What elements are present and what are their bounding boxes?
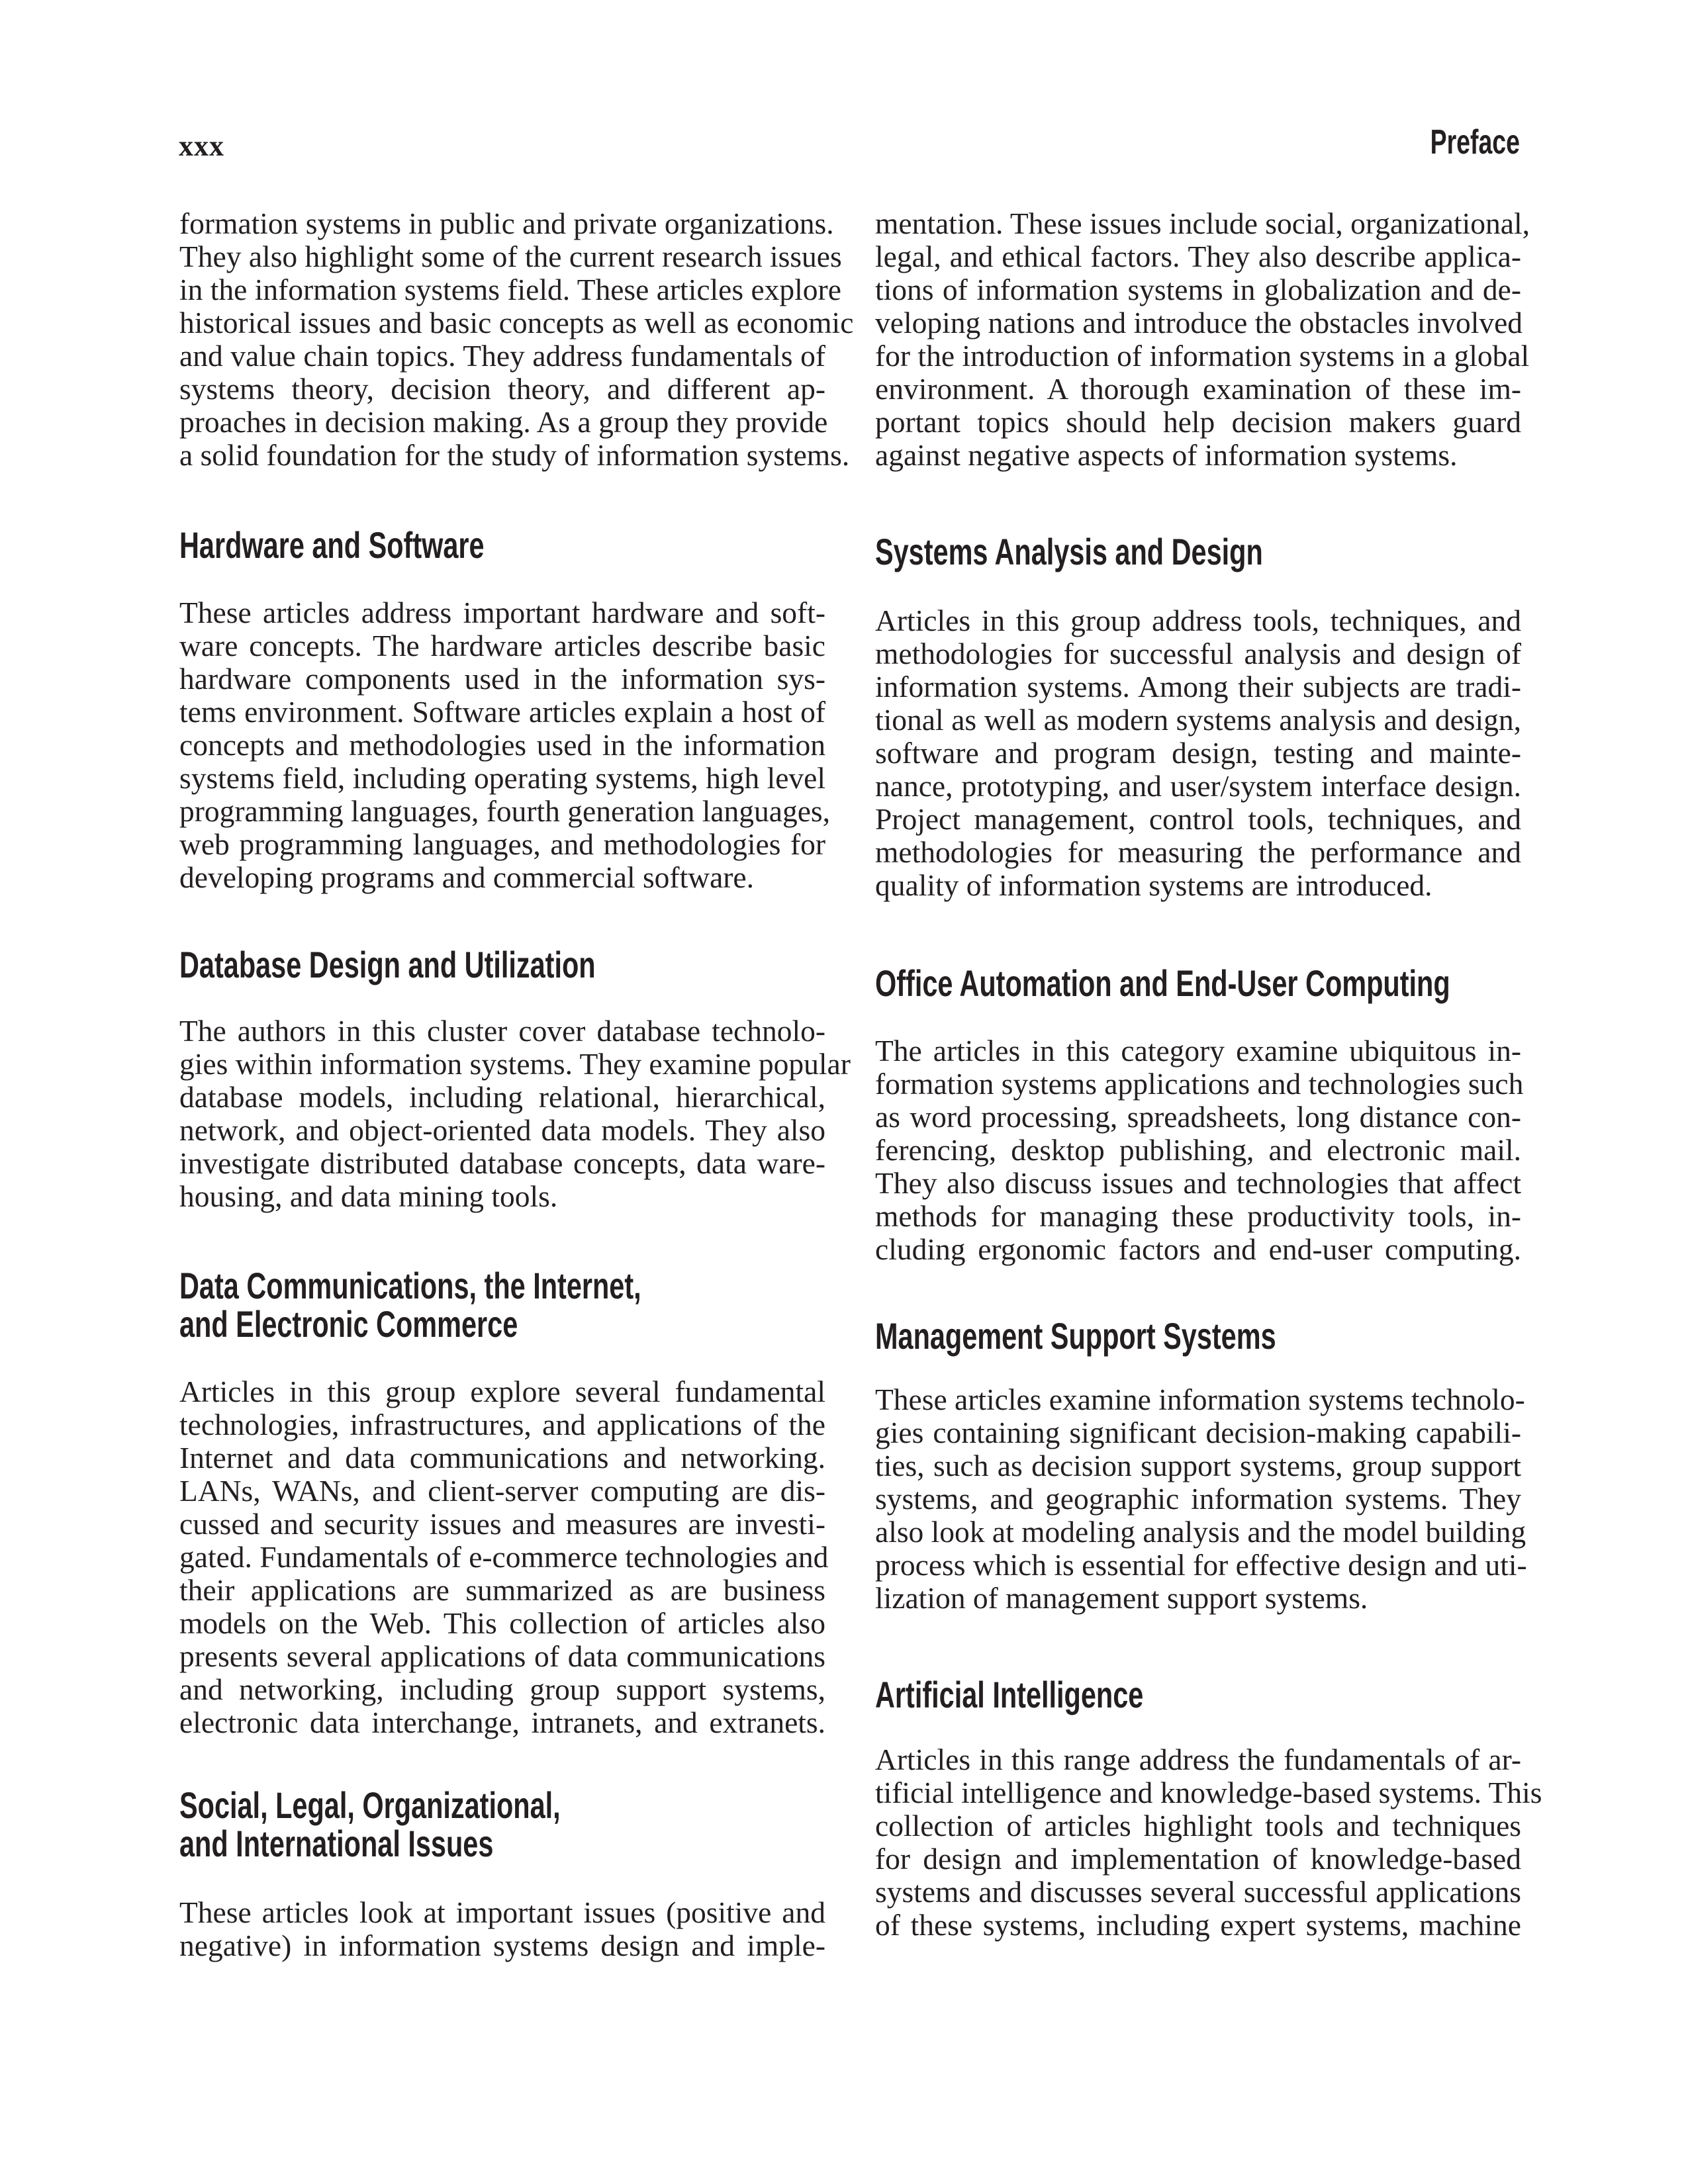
paragraph — [179, 596, 831, 894]
text-line: tional as well as modern systems analysis and design, — [875, 703, 1521, 737]
text-line: Articles in this group explore several fundamental — [179, 1375, 825, 1408]
section-heading — [875, 1676, 1522, 1714]
text-line: legal, and ethical factors. They also describe applica- — [875, 240, 1521, 273]
section-body-hardware-software — [179, 596, 831, 894]
section-body-database-design — [179, 1014, 851, 1213]
heading-line: and International Issues — [179, 1823, 494, 1864]
text-line: Articles in this group address tools, techniques, and — [875, 604, 1521, 637]
text-line: web programming languages, and methodologies for — [179, 827, 825, 861]
text-line: LANs, WANs, and client-server computing are dis- — [179, 1474, 825, 1508]
text-line: Articles in this range address the fundamentals of ar- — [875, 1743, 1521, 1776]
text-line: formation systems in public and private organizations. — [179, 206, 834, 240]
section-heading-data-communications — [179, 1267, 825, 1343]
text-line: presents several applications of data communications — [179, 1639, 825, 1673]
text-line: systems field, including operating systems, high level — [179, 761, 825, 795]
text-line: hardware components used in the information sys- — [179, 662, 825, 696]
page-number: xxx — [179, 130, 224, 162]
text-line: They also highlight some of the current research issues — [179, 240, 842, 273]
text-line: tificial intelligence and knowledge-based systems. This — [875, 1776, 1542, 1809]
section-heading — [179, 1786, 826, 1863]
text-line: nance, prototyping, and user/system interface design. — [875, 769, 1521, 803]
section-body-systems-analysis — [875, 604, 1521, 902]
text-line: against negative aspects of information systems. — [875, 438, 1458, 472]
text-line: They also discuss issues and technologies that affect — [875, 1166, 1521, 1200]
text-line: models on the Web. This collection of articles also — [179, 1606, 825, 1640]
heading-line: and Electronic Commerce — [179, 1303, 518, 1345]
text-line: systems and discusses several successful applications — [875, 1875, 1521, 1909]
text-line: portant topics should help decision makers guard — [875, 405, 1521, 439]
text-line: software and program design, testing and mainte- — [875, 736, 1521, 770]
text-line: ware concepts. The hardware articles describe basic — [179, 629, 825, 662]
text-line: cussed and security issues and measures are investi- — [179, 1507, 825, 1541]
paragraph — [875, 1383, 1527, 1615]
text-line: Project management, control tools, techniques, and — [875, 802, 1521, 836]
text-line: The articles in this category examine ubiquitous in- — [875, 1034, 1521, 1068]
paragraph — [179, 1014, 851, 1213]
text-line: database models, including relational, hierarchical, — [179, 1080, 825, 1114]
text-line: These articles address important hardware and soft- — [179, 596, 825, 629]
text-line: as word processing, spreadsheets, long distance con- — [875, 1100, 1521, 1134]
text-line: developing programs and commercial software. — [179, 860, 754, 894]
section-heading — [179, 1267, 826, 1343]
text-line: their applications are summarized as are business — [179, 1573, 825, 1607]
text-line: tems environment. Software articles explain a host of — [179, 695, 825, 729]
text-line: These articles look at important issues (positive and — [179, 1895, 825, 1929]
text-line: lization of management support systems. — [875, 1581, 1368, 1615]
section-heading-systems-analysis — [875, 533, 1521, 571]
text-line: for the introduction of information systems in a global — [875, 339, 1530, 373]
text-line: a solid foundation for the study of information systems. — [179, 438, 850, 472]
section-heading-artificial-intelligence — [875, 1676, 1521, 1714]
text-line: collection of articles highlight tools and techniques — [875, 1809, 1521, 1843]
section-heading-office-automation — [875, 964, 1521, 1003]
text-line: network, and object-oriented data models. They also — [179, 1113, 825, 1147]
heading-line: Data Communications, the Internet, — [179, 1265, 641, 1306]
text-line: methodologies for successful analysis and design of — [875, 637, 1521, 670]
heading-line: Hardware and Software — [179, 524, 485, 566]
section-heading — [875, 1317, 1522, 1355]
text-line: gated. Fundamentals of e-commerce technologies and — [179, 1540, 829, 1574]
text-line: programming languages, fourth generation languages, — [179, 794, 831, 828]
text-line: housing, and data mining tools. — [179, 1179, 558, 1213]
left-intro-paragraph — [179, 206, 854, 472]
heading-line: Social, Legal, Organizational, — [179, 1784, 561, 1826]
paragraph — [875, 604, 1521, 902]
right-intro-paragraph — [875, 206, 1530, 472]
section-heading — [179, 946, 826, 984]
heading-line: Management Support Systems — [875, 1315, 1276, 1357]
text-line: concepts and methodologies used in the information — [179, 728, 825, 762]
text-line: ferencing, desktop publishing, and electronic mail. — [875, 1133, 1521, 1167]
paragraph — [875, 206, 1530, 472]
text-line: veloping nations and introduce the obstacles involved — [875, 306, 1523, 340]
text-line: electronic data interchange, intranets, and extranets. — [179, 1706, 825, 1739]
text-line: systems, and geographic information systems. They — [875, 1482, 1521, 1516]
section-body-management-support — [875, 1383, 1527, 1615]
text-line: tions of information systems in globalization and de- — [875, 273, 1521, 306]
text-line: environment. A thorough examination of these im- — [875, 372, 1521, 406]
running-head-section-title: Preface — [1430, 123, 1520, 161]
text-line: technologies, infrastructures, and applications of the — [179, 1408, 825, 1441]
paragraph — [179, 206, 854, 472]
text-line: cluding ergonomic factors and end-user computing. — [875, 1232, 1521, 1266]
paragraph — [875, 1034, 1524, 1266]
text-line: The authors in this cluster cover database technolo- — [179, 1014, 825, 1048]
paragraph — [179, 1375, 829, 1739]
section-heading-management-support — [875, 1317, 1521, 1355]
text-line: methods for managing these productivity tools, in- — [875, 1199, 1521, 1233]
section-heading-hardware-software — [179, 526, 825, 565]
text-line: for design and implementation of knowledge-based — [875, 1842, 1521, 1876]
text-line: Internet and data communications and networking. — [179, 1441, 825, 1475]
text-line: methodologies for measuring the performance and — [875, 835, 1521, 869]
text-line: and value chain topics. They address fundamentals of — [179, 339, 825, 373]
paragraph — [875, 1743, 1542, 1942]
text-line: also look at modeling analysis and the model building — [875, 1515, 1526, 1549]
text-line: information systems. Among their subjects are tradi- — [875, 670, 1521, 704]
text-line: in the information systems field. These articles explore — [179, 273, 841, 306]
heading-line: Office Automation and End-User Computing — [875, 962, 1450, 1004]
section-body-data-communications — [179, 1375, 829, 1739]
section-heading-social-legal — [179, 1786, 825, 1863]
text-line: historical issues and basic concepts as well as economic — [179, 306, 854, 340]
section-heading-database-design — [179, 946, 825, 984]
section-heading — [875, 964, 1522, 1003]
text-line: systems theory, decision theory, and different ap- — [179, 372, 825, 406]
section-body-social-legal — [179, 1896, 825, 1962]
text-line: quality of information systems are introduced. — [875, 868, 1432, 902]
text-line: investigate distributed database concepts, data ware- — [179, 1146, 825, 1180]
text-line: of these systems, including expert systems, machine — [875, 1908, 1521, 1942]
paragraph — [179, 1896, 825, 1962]
section-heading — [875, 533, 1522, 571]
heading-line: Artificial Intelligence — [875, 1674, 1144, 1715]
text-line: gies within information systems. They examine popular — [179, 1047, 851, 1081]
text-line: These articles examine information systems technolo- — [875, 1383, 1525, 1416]
heading-line: Database Design and Utilization — [179, 944, 596, 985]
text-line: proaches in decision making. As a group they provide — [179, 405, 828, 439]
text-line: formation systems applications and technologies such — [875, 1067, 1524, 1101]
text-line: and networking, including group support systems, — [179, 1672, 825, 1706]
section-heading — [179, 526, 826, 565]
section-body-artificial-intelligence — [875, 1743, 1542, 1942]
text-line: gies containing significant decision-making capabili- — [875, 1416, 1521, 1449]
text-line: negative) in information systems design and imple- — [179, 1929, 825, 1962]
section-body-office-automation — [875, 1034, 1524, 1266]
text-line: process which is essential for effective design and uti- — [875, 1548, 1527, 1582]
text-line: ties, such as decision support systems, group support — [875, 1449, 1521, 1482]
text-line: mentation. These issues include social, organizational, — [875, 206, 1530, 240]
heading-line: Systems Analysis and Design — [875, 531, 1263, 572]
